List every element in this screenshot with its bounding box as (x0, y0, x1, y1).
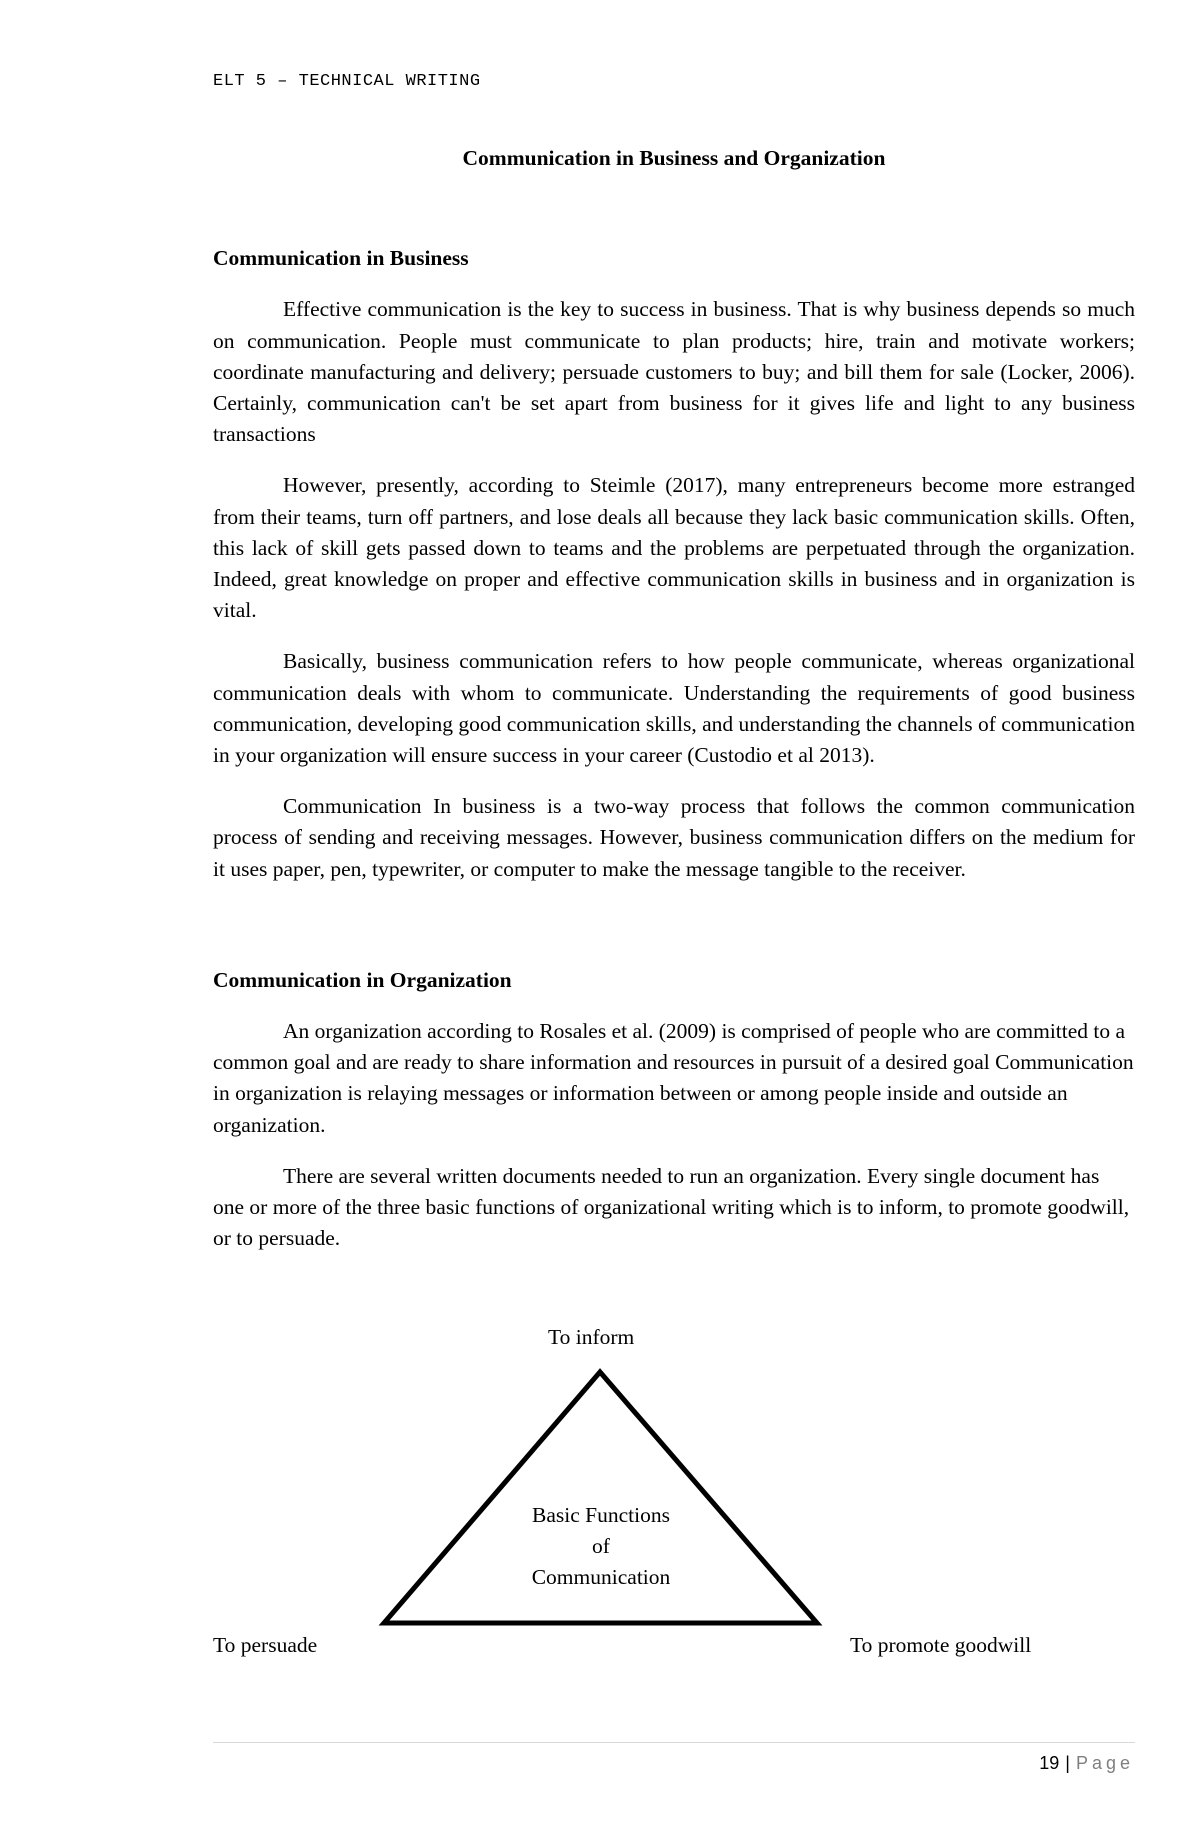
page-word: Page (1075, 1753, 1134, 1773)
footer-divider (213, 1742, 1135, 1743)
document-title: Communication in Business and Organization (462, 146, 886, 170)
center-label-line-2: of (592, 1534, 610, 1558)
paragraph-business-1: Effective communication is the key to success in business. That is why business depends so much on communication. People must communicate to plan products; hire, train and motivate workers; coordinate manufacturing and delivery; persuade customers to buy; and bill them for sale (Locker, 2006). Certainly, communication can't be set apart from business for it gives life and light to any business transactions (213, 297, 1135, 447)
section-heading-business: Communication in Business (213, 246, 469, 271)
paragraph-organization-2: There are several written documents needed to run an organization. Every single document has one or more of the three basic functions of organizational writing which is to inform, to promote goodwill, or to persuade. (213, 1163, 1130, 1251)
page-number: 19 (1039, 1753, 1060, 1773)
label-to-promote-goodwill: To promote goodwill (850, 1633, 1032, 1657)
paragraph-organization-1: An organization according to Rosales et al. (2009) is comprised of people who are committed to a common goal and are ready to share information and resources in pursuit of a desired goal Communication in organization is relaying messages or information between or among people inside and outside an organization. (213, 1019, 1134, 1137)
diagram-center-label (480, 1500, 722, 1593)
paragraph-business-3: Basically, business communication refers to how people communicate, whereas organizational communication deals with whom to communicate. Understanding the requirements of good business communication, developing good communication skills, and understanding the channels of communication in your organization will ensure success in your career (Custodio et al 2013). (213, 649, 1135, 768)
center-label-line-3: Communication (531, 1565, 671, 1589)
paragraph-business-2: However, presently, according to Steimle (2017), many entrepreneurs become more estranged from their teams, turn off partners, and lose deals all because they lack basic communication skills. Often, this lack of skill gets passed down to teams and the problems are perpetuated through the organization. Indeed, great knowledge on proper and effective communication skills in business and in organization is vital. (213, 473, 1135, 623)
footer-separator: | (1065, 1753, 1070, 1773)
course-header: ELT 5 – TECHNICAL WRITING (213, 72, 481, 91)
center-label-line-1: Basic Functions (532, 1503, 670, 1527)
paragraph-business-4: Communication In business is a two-way process that follows the common communication process of sending and receiving messages. However, business communication differs on the medium for it uses paper, pen, typewriter, or computer to make the message tangible to the receiver. (213, 794, 1135, 881)
page-footer (1039, 1753, 1134, 1774)
label-to-inform: To inform (548, 1325, 635, 1349)
document-body (213, 143, 1135, 1274)
label-to-persuade: To persuade (213, 1633, 318, 1657)
section-heading-organization: Communication in Organization (213, 967, 512, 992)
